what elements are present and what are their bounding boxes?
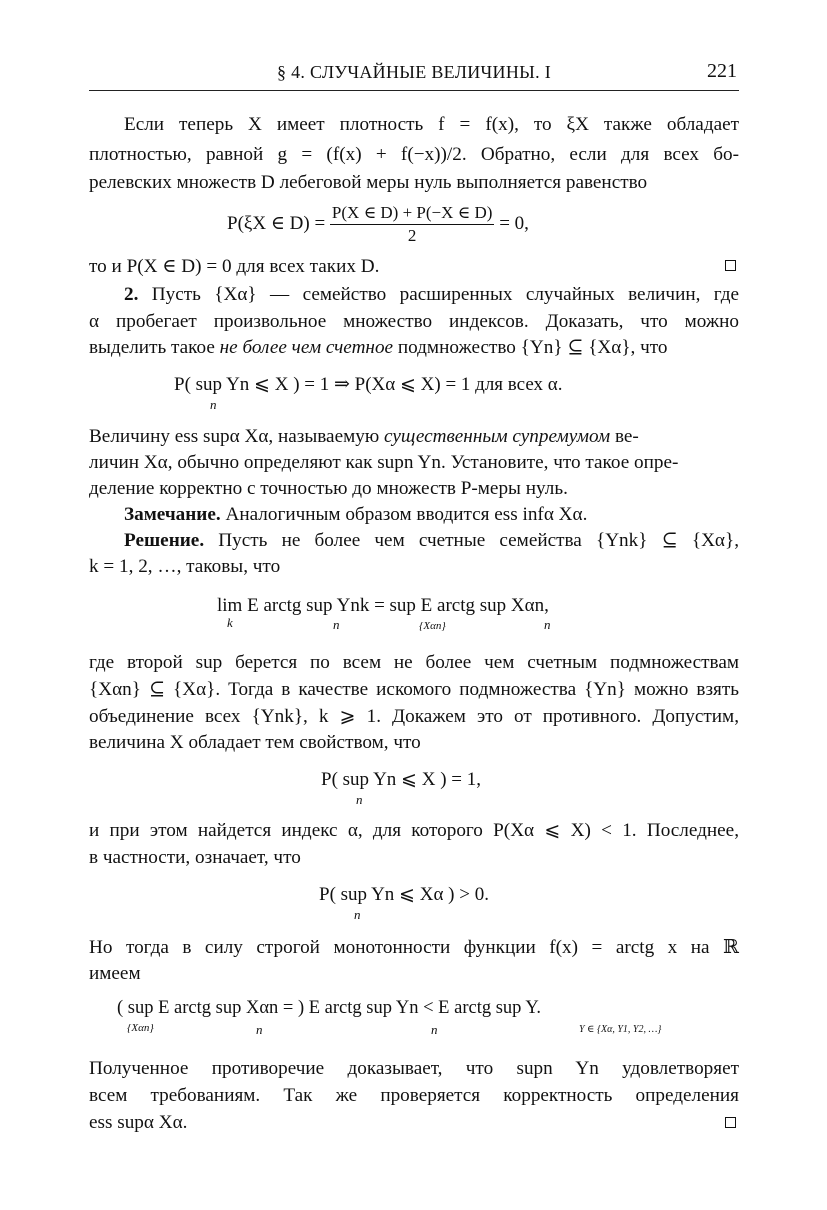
running-header [89, 58, 739, 91]
para3-line2: {Xαn} ⊆ {Xα}. Тогда в качестве искомого подмножества {Yn} можно взять [89, 679, 739, 700]
eq6-sub-1: {Xαn} [127, 1022, 154, 1034]
para1-end: то и P(X ∈ D) = 0 для всех таких D. [89, 256, 380, 277]
para3-line4: величина X обладает тем свойством, что [89, 732, 421, 753]
para1-line3: релевских множеств D лебеговой меры нуль выполняется равенство [89, 172, 648, 193]
problem2-line2: α пробегает произвольное множество индексов. Доказать, что можно [89, 311, 739, 332]
para3-line1: где второй sup берется по всем не более чем счетным подмножествам [89, 652, 739, 673]
problem2-line3 [89, 335, 739, 361]
eq6-sub-2: n [256, 1022, 263, 1037]
solution-line2: k = 1, 2, …, таковы, что [89, 556, 281, 577]
para2-line2: личин Xα, обычно определяют как supn Yn. Установите, что такое опре- [89, 452, 679, 473]
solution-line1 [89, 528, 739, 554]
para4-line2: в частности, означает, что [89, 847, 301, 868]
eq3-sub-4: n [544, 617, 551, 632]
page-number: 221 [707, 60, 737, 82]
para5-line1: Но тогда в силу строгой монотонности функции f(x) = arctg x на ℝ [89, 937, 739, 958]
para4-line1: и при этом найдется индекс α, для которого P(Xα ⩽ X) < 1. Последнее, [89, 820, 739, 841]
equation-2: P( sup Yn ⩽ X ) = 1 ⇒ P(Xα ⩽ X) = 1 для всех α. [174, 374, 563, 395]
eq1-denominator: 2 [407, 226, 417, 245]
eq6-sub-4: Y ∈ {Xα, Y1, Y2, …} [579, 1024, 662, 1035]
para1-line1: Если теперь X имеет плотность f = f(x), то ξX также обладает [124, 114, 739, 135]
problem2-line3-b: подмножество {Yn} ⊆ {Xα}, что [393, 337, 668, 358]
eq1-lhs: P(ξX ∈ D) = [227, 212, 326, 234]
equation-4: P( sup Yn ⩽ X ) = 1, [321, 769, 481, 790]
eq2-subscript: n [210, 397, 217, 412]
page [89, 0, 739, 1210]
remark [89, 502, 739, 528]
emphasis-ess-sup: существенным супремумом [383, 426, 611, 447]
qed-square-2 [725, 1117, 736, 1128]
problem2-line3-a: выделить такое [89, 337, 220, 358]
para2-line1 [89, 424, 739, 450]
para2-line1-b: ве- [610, 426, 639, 447]
eq6-sub-3: n [431, 1022, 438, 1037]
equation-1 [227, 203, 529, 246]
problem2-line1 [89, 282, 739, 308]
emphasis-countable: не более чем счетное [219, 337, 394, 358]
eq5-subscript: n [354, 907, 361, 922]
equation-5: P( sup Yn ⩽ Xα ) > 0. [319, 884, 489, 905]
para5-line2: имеем [89, 963, 141, 984]
eq1-numerator: P(X ∈ D) + P(−X ∈ D) [330, 203, 495, 225]
para3-line3: объединение всех {Ynk}, k ⩾ 1. Докажем это от противного. Допустим, [89, 706, 739, 727]
para6-line3: ess supα Xα. [89, 1112, 188, 1133]
para1-line2: плотностью, равной g = (f(x) + f(−x))/2. Обратно, если для всех бо- [89, 144, 739, 165]
problem2-line1-text: Пусть {Xα} — семейство расширенных случайных величин, где [151, 284, 739, 305]
equation-3: lim E arctg sup Ynk = sup E arctg sup Xαn, [217, 595, 549, 616]
solution-label: Решение. [124, 530, 205, 551]
eq3-sub-3: {Xαn} [419, 620, 446, 632]
eq1-rhs: = 0, [499, 212, 529, 234]
para2-line1-a: Величину ess supα Xα, называемую [89, 426, 384, 447]
qed-square-1 [725, 260, 736, 271]
para6-line2: всем требованиям. Так же проверяется корректность определения [89, 1085, 739, 1106]
solution-line1-text: Пусть не более чем счетные семейства {Ynk} ⊆ {Xα}, [218, 530, 739, 551]
eq3-sub-1: k [227, 615, 233, 630]
remark-text: Аналогичным образом вводится ess infα Xα. [225, 504, 588, 525]
eq3-sub-2: n [333, 617, 340, 632]
para6-line1: Полученное противоречие доказывает, что supn Yn удовлетворяет [89, 1058, 739, 1079]
para2-line3: деление корректно с точностью до множеств P-меры нуль. [89, 478, 568, 499]
eq4-subscript: n [356, 792, 363, 807]
header-title: § 4. СЛУЧАЙНЫЕ ВЕЛИЧИНЫ. I [276, 62, 552, 82]
remark-label: Замечание. [124, 504, 221, 525]
problem-number: 2. [124, 284, 139, 305]
equation-6: ( sup E arctg sup Xαn = ) E arctg sup Yn < E arctg sup Y. [117, 998, 541, 1018]
eq1-fraction [330, 203, 495, 246]
